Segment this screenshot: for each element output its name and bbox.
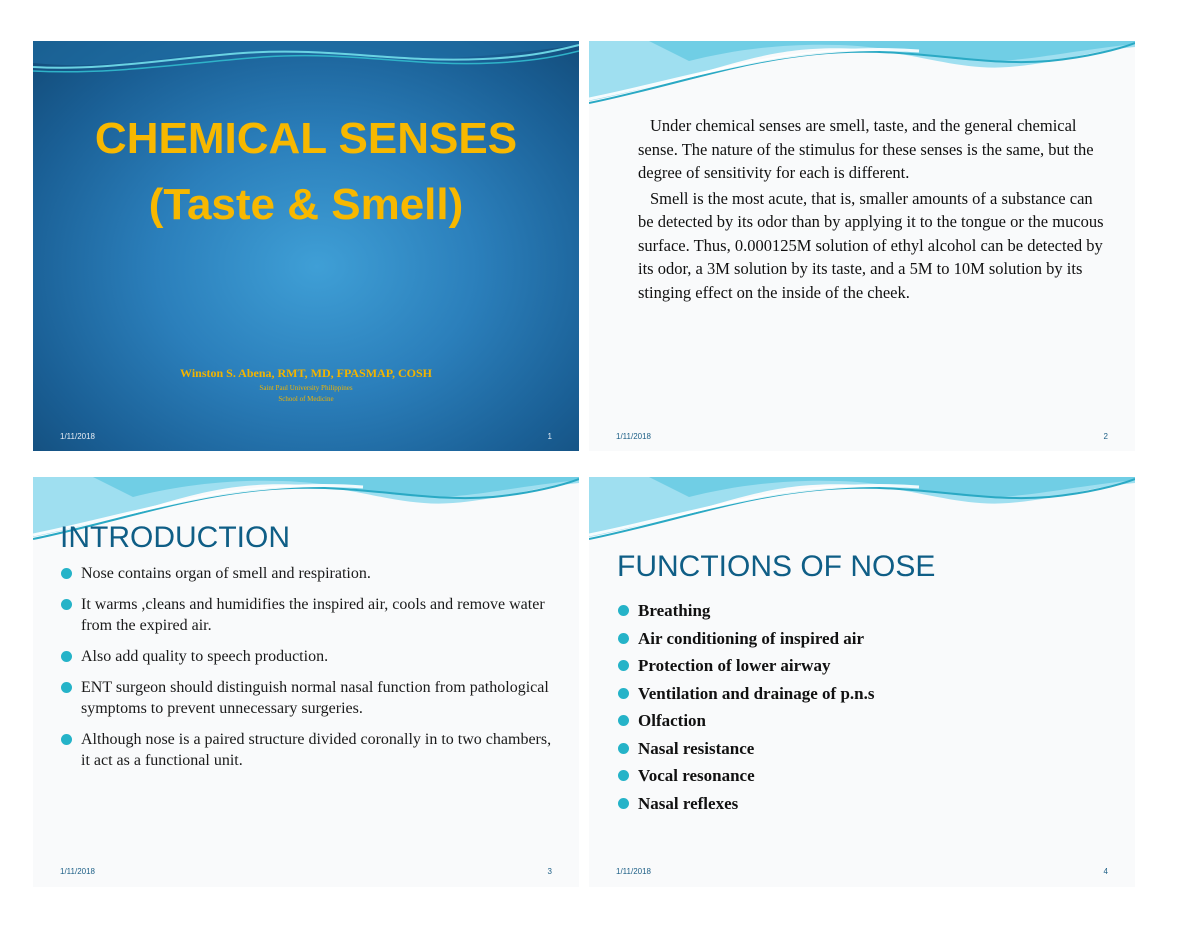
slide-3 [33,477,579,887]
list-item: Nasal reflexes [618,790,1098,818]
slide-date: 1/11/2018 [616,867,651,876]
slide-body [638,114,1108,306]
institution: Saint Paul University Philippines [259,384,353,392]
paragraph: Smell is the most acute, that is, smaller amounts of a substance can be detected by its odor than by applying it to the tongue or the mucous surface. Thus, 0.000125M solution of ethyl alcohol can be detected by its odor, a 3M solution by its taste, and a 5M to 10M solution by its stinging effect on the inside of the cheek. [638,188,1104,302]
wave-decoration [589,41,1135,111]
bullet-list [618,597,1098,817]
slide-heading: FUNCTIONS OF NOSE [617,550,936,583]
list-item: Vocal resonance [618,762,1098,790]
slide-number: 2 [1103,432,1108,441]
slide-2 [589,41,1135,451]
slide-date: 1/11/2018 [60,432,95,441]
slide-title: CHEMICAL SENSES [94,114,518,163]
list-item: Air conditioning of inspired air [618,625,1098,653]
slide-date: 1/11/2018 [616,432,651,441]
school: School of Medicine [278,395,334,403]
wave-decoration [589,477,1135,547]
list-item: Nose contains organ of smell and respiration. [61,563,561,584]
list-item: Protection of lower airway [618,652,1098,680]
slide-heading: INTRODUCTION [60,521,290,554]
list-item: Ventilation and drainage of p.n.s [618,680,1098,708]
list-item: Nasal resistance [618,735,1098,763]
author-name: Winston S. Abena, RMT, MD, FPASMAP, COSH [180,366,432,380]
slide-date: 1/11/2018 [60,867,95,876]
slide-1 [33,41,579,451]
list-item: It warms ,cleans and humidifies the inspired air, cools and remove water from the expired air. [61,594,561,636]
list-item: Breathing [618,597,1098,625]
list-item: Although nose is a paired structure divided coronally in to two chambers, it act as a functional unit. [61,729,561,771]
paragraph: Under chemical senses are smell, taste, and the general chemical sense. The nature of the stimulus for these senses is the same, but the degree of sensitivity for each is different. [638,116,1094,182]
slide-4 [589,477,1135,887]
list-item: ENT surgeon should distinguish normal nasal function from pathological symptoms to prevent unnecessary surgeries. [61,677,561,719]
wave-decoration [33,41,579,111]
slide-subtitle: (Taste & Smell) [148,180,464,229]
bullet-list [61,563,561,781]
slide-number: 4 [1103,867,1108,876]
slide-number: 1 [547,432,552,441]
list-item: Olfaction [618,707,1098,735]
list-item: Also add quality to speech production. [61,646,561,667]
slide-number: 3 [547,867,552,876]
